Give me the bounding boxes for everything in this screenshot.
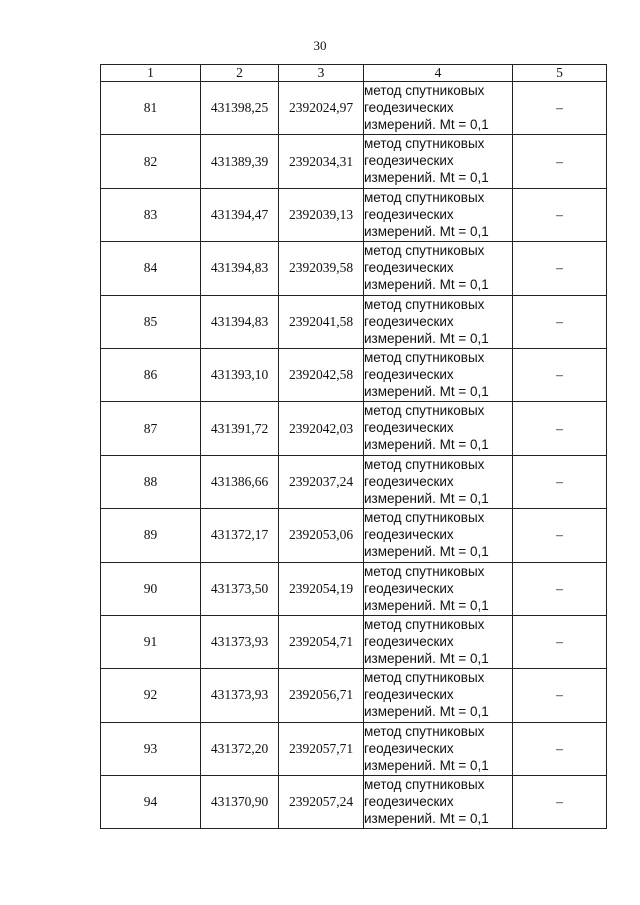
x-coordinate-cell: 431386,66: [201, 455, 279, 508]
method-line: измерений. Mt = 0,1: [364, 597, 489, 613]
method-line: геодезических: [364, 366, 454, 382]
point-number-cell: 91: [101, 615, 201, 668]
method-line: метод спутниковых: [364, 136, 485, 152]
method-line: измерений. Mt = 0,1: [364, 330, 489, 346]
x-coordinate-cell: 431373,50: [201, 562, 279, 615]
note-cell: –: [513, 188, 607, 241]
method-line: метод спутниковых: [364, 456, 485, 472]
y-coordinate-cell: 2392054,71: [279, 615, 364, 668]
x-coordinate-cell: 431398,25: [201, 82, 279, 135]
method-cell: [364, 455, 513, 508]
table-row: [101, 295, 607, 348]
method-line: метод спутниковых: [364, 243, 485, 259]
method-line: геодезических: [364, 153, 454, 169]
note-cell: –: [513, 348, 607, 401]
point-number-cell: 90: [101, 562, 201, 615]
table-row: [101, 615, 607, 668]
y-coordinate-cell: 2392041,58: [279, 295, 364, 348]
table-body: [101, 82, 607, 829]
point-number-cell: 81: [101, 82, 201, 135]
table-row: [101, 509, 607, 562]
method-cell: [364, 242, 513, 295]
table-row: [101, 348, 607, 401]
method-line: измерений. Mt = 0,1: [364, 757, 489, 773]
table-row: [101, 669, 607, 722]
method-line: геодезических: [364, 260, 454, 276]
y-coordinate-cell: 2392054,19: [279, 562, 364, 615]
method-cell: [364, 509, 513, 562]
table-row: [101, 82, 607, 135]
point-number-cell: 93: [101, 722, 201, 775]
method-line: метод спутниковых: [364, 83, 485, 98]
method-line: геодезических: [364, 313, 454, 329]
y-coordinate-cell: 2392042,03: [279, 402, 364, 455]
note-cell: –: [513, 82, 607, 135]
point-number-cell: 87: [101, 402, 201, 455]
note-cell: –: [513, 402, 607, 455]
y-coordinate-cell: 2392057,71: [279, 722, 364, 775]
method-cell: [364, 722, 513, 775]
method-line: измерений. Mt = 0,1: [364, 437, 489, 453]
note-cell: –: [513, 135, 607, 188]
column-header-5: 5: [513, 65, 607, 82]
method-line: измерений. Mt = 0,1: [364, 170, 489, 186]
column-header-3: 3: [279, 65, 364, 82]
y-coordinate-cell: 2392039,13: [279, 188, 364, 241]
method-cell: [364, 776, 513, 829]
table-row: [101, 776, 607, 829]
note-cell: –: [513, 722, 607, 775]
method-line: измерений. Mt = 0,1: [364, 490, 489, 506]
y-coordinate-cell: 2392039,58: [279, 242, 364, 295]
method-line: геодезических: [364, 740, 454, 756]
coordinates-table: [100, 64, 607, 829]
method-cell: [364, 562, 513, 615]
method-line: метод спутниковых: [364, 510, 485, 526]
x-coordinate-cell: 431391,72: [201, 402, 279, 455]
column-header-1: 1: [101, 65, 201, 82]
note-cell: –: [513, 509, 607, 562]
method-line: геодезических: [364, 633, 454, 649]
y-coordinate-cell: 2392037,24: [279, 455, 364, 508]
method-line: геодезических: [364, 206, 454, 222]
method-cell: [364, 82, 513, 135]
method-line: метод спутниковых: [364, 189, 485, 205]
point-number-cell: 92: [101, 669, 201, 722]
method-cell: [364, 135, 513, 188]
point-number-cell: 82: [101, 135, 201, 188]
note-cell: –: [513, 615, 607, 668]
method-cell: [364, 402, 513, 455]
point-number-cell: 85: [101, 295, 201, 348]
point-number-cell: 84: [101, 242, 201, 295]
table-header-row: [101, 65, 607, 82]
y-coordinate-cell: 2392034,31: [279, 135, 364, 188]
method-line: геодезических: [364, 687, 454, 703]
method-line: метод спутниковых: [364, 723, 485, 739]
method-line: метод спутниковых: [364, 296, 485, 312]
method-line: геодезических: [364, 527, 454, 543]
y-coordinate-cell: 2392042,58: [279, 348, 364, 401]
table-row: [101, 188, 607, 241]
point-number-cell: 89: [101, 509, 201, 562]
note-cell: –: [513, 776, 607, 829]
method-line: метод спутниковых: [364, 349, 485, 365]
method-cell: [364, 615, 513, 668]
table-row: [101, 562, 607, 615]
x-coordinate-cell: 431394,83: [201, 242, 279, 295]
point-number-cell: 83: [101, 188, 201, 241]
y-coordinate-cell: 2392056,71: [279, 669, 364, 722]
point-number-cell: 86: [101, 348, 201, 401]
y-coordinate-cell: 2392024,97: [279, 82, 364, 135]
method-line: измерений. Mt = 0,1: [364, 811, 489, 827]
method-cell: [364, 295, 513, 348]
method-line: метод спутниковых: [364, 403, 485, 419]
note-cell: –: [513, 455, 607, 508]
method-line: геодезических: [364, 420, 454, 436]
y-coordinate-cell: 2392053,06: [279, 509, 364, 562]
method-line: геодезических: [364, 794, 454, 810]
y-coordinate-cell: 2392057,24: [279, 776, 364, 829]
point-number-cell: 94: [101, 776, 201, 829]
method-cell: [364, 348, 513, 401]
method-line: метод спутниковых: [364, 670, 485, 686]
table-row: [101, 455, 607, 508]
x-coordinate-cell: 431394,47: [201, 188, 279, 241]
table-row: [101, 135, 607, 188]
x-coordinate-cell: 431372,17: [201, 509, 279, 562]
method-line: измерений. Mt = 0,1: [364, 277, 489, 293]
table-row: [101, 402, 607, 455]
method-line: измерений. Mt = 0,1: [364, 117, 489, 132]
method-line: измерений. Mt = 0,1: [364, 383, 489, 399]
x-coordinate-cell: 431389,39: [201, 135, 279, 188]
method-cell: [364, 188, 513, 241]
method-line: метод спутниковых: [364, 777, 485, 793]
note-cell: –: [513, 295, 607, 348]
method-line: измерений. Mt = 0,1: [364, 704, 489, 720]
x-coordinate-cell: 431373,93: [201, 669, 279, 722]
method-line: измерений. Mt = 0,1: [364, 650, 489, 666]
method-line: метод спутниковых: [364, 563, 485, 579]
note-cell: –: [513, 562, 607, 615]
table-row: [101, 722, 607, 775]
method-line: геодезических: [364, 100, 454, 115]
x-coordinate-cell: 431370,90: [201, 776, 279, 829]
column-header-4: 4: [364, 65, 513, 82]
table-row: [101, 242, 607, 295]
x-coordinate-cell: 431372,20: [201, 722, 279, 775]
x-coordinate-cell: 431394,83: [201, 295, 279, 348]
page-number: 30: [313, 38, 327, 53]
method-line: измерений. Mt = 0,1: [364, 544, 489, 560]
column-header-2: 2: [201, 65, 279, 82]
method-cell: [364, 669, 513, 722]
x-coordinate-cell: 431393,10: [201, 348, 279, 401]
x-coordinate-cell: 431373,93: [201, 615, 279, 668]
note-cell: –: [513, 669, 607, 722]
method-line: метод спутниковых: [364, 616, 485, 632]
method-line: геодезических: [364, 473, 454, 489]
note-cell: –: [513, 242, 607, 295]
method-line: геодезических: [364, 580, 454, 596]
point-number-cell: 88: [101, 455, 201, 508]
method-line: измерений. Mt = 0,1: [364, 223, 489, 239]
